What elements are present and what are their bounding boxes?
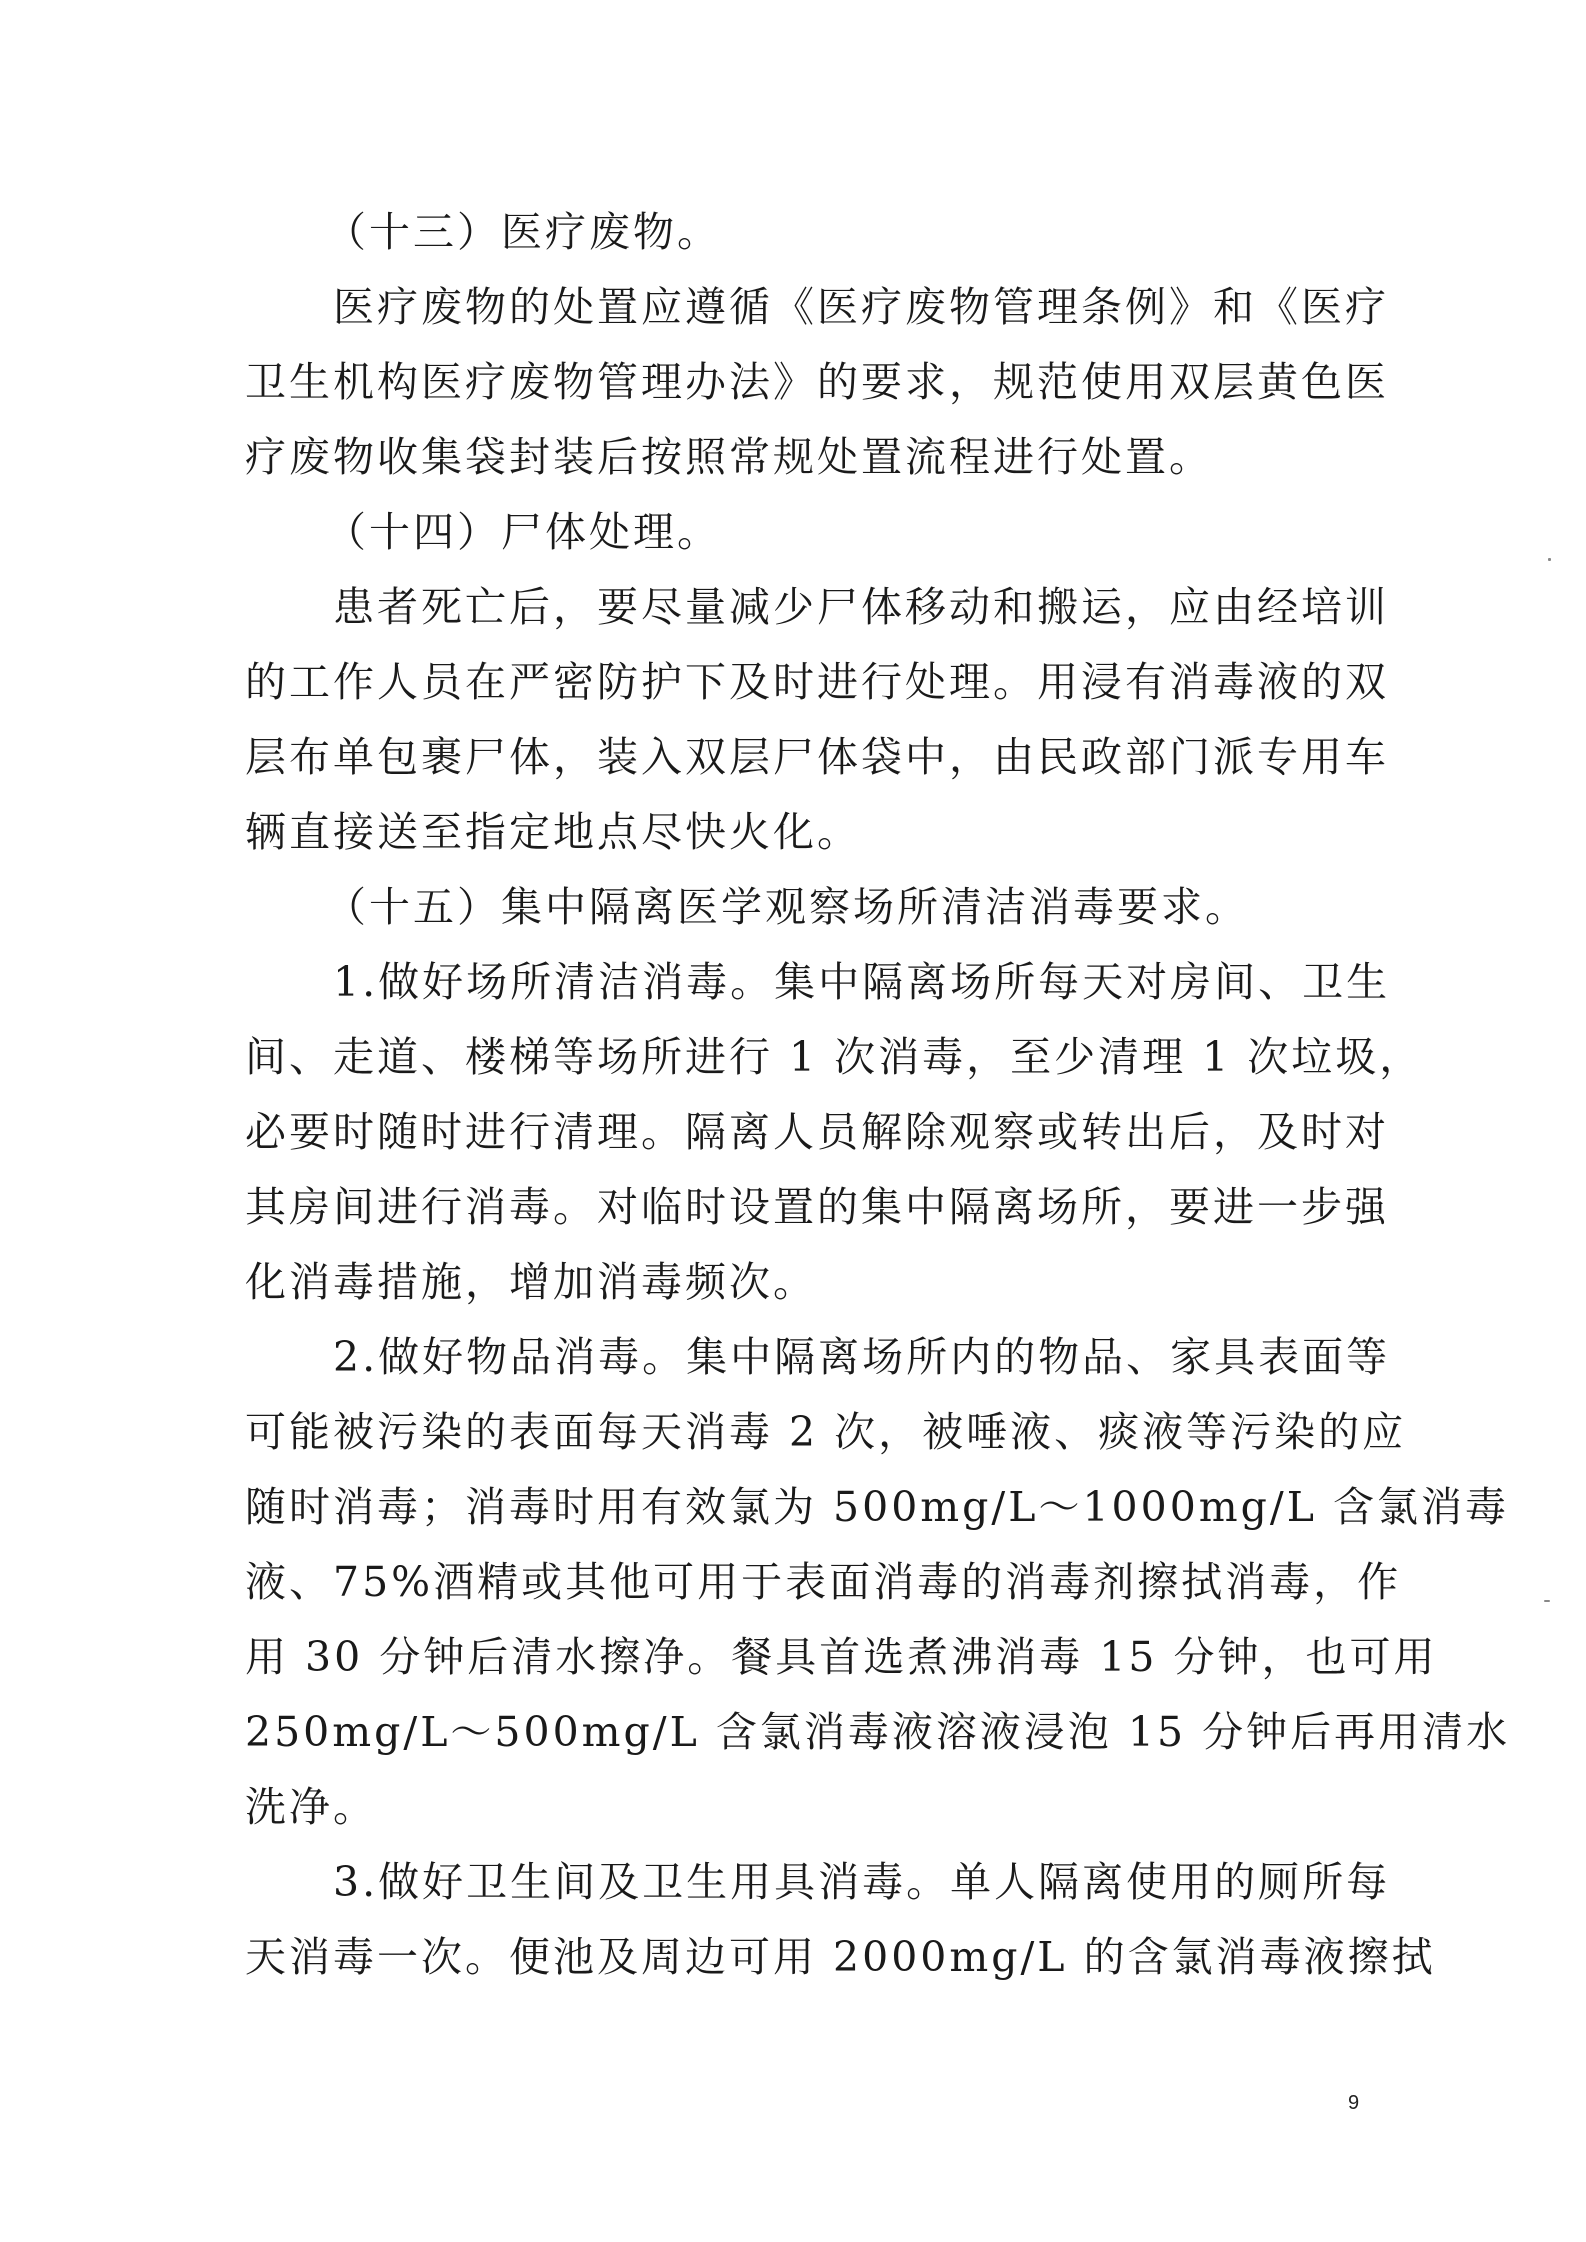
section-heading-15: （十五）集中隔离医学观察场所清洁消毒要求。 — [325, 883, 1249, 931]
list-item-2-line: 2.做好物品消毒。集中隔离场所内的物品、家具表面等 — [333, 1333, 1391, 1381]
list-item-1-line: 1.做好场所清洁消毒。集中隔离场所每天对房间、卫生 — [333, 958, 1391, 1006]
paragraph-line: 天消毒一次。便池及周边可用 2000mg/L 的含氯消毒液擦拭 — [245, 1933, 1436, 1981]
paragraph-line: 液、75%酒精或其他可用于表面消毒的消毒剂擦拭消毒，作 — [245, 1558, 1402, 1606]
paragraph-line: 用 30 分钟后清水擦净。餐具首选煮沸消毒 15 分钟，也可用 — [245, 1633, 1438, 1681]
paragraph-line: 250mg/L～500mg/L 含氯消毒液溶液浸泡 15 分钟后再用清水 — [245, 1708, 1511, 1756]
paragraph-line: 医疗废物的处置应遵循《医疗废物管理条例》和《医疗 — [333, 283, 1389, 331]
scan-speck — [1544, 1600, 1550, 1602]
paragraph-line: 化消毒措施，增加消毒频次。 — [245, 1258, 817, 1306]
paragraph-line: 洗净。 — [245, 1783, 377, 1831]
paragraph-line: 随时消毒；消毒时用有效氯为 500mg/L～1000mg/L 含氯消毒 — [245, 1483, 1509, 1531]
paragraph-line: 的工作人员在严密防护下及时进行处理。用浸有消毒液的双 — [245, 658, 1389, 706]
section-heading-13: （十三）医疗废物。 — [325, 208, 721, 256]
paragraph-line: 可能被污染的表面每天消毒 2 次，被唾液、痰液等污染的应 — [245, 1408, 1407, 1456]
paragraph-line: 间、走道、楼梯等场所进行 1 次消毒，至少清理 1 次垃圾， — [245, 1033, 1424, 1081]
paragraph-line: 患者死亡后，要尽量减少尸体移动和搬运，应由经培训 — [333, 583, 1389, 631]
document-body — [245, 195, 1511, 1995]
paragraph-line: 层布单包裹尸体，装入双层尸体袋中，由民政部门派专用车 — [245, 733, 1389, 781]
paragraph-line: 疗废物收集袋封装后按照常规处置流程进行处置。 — [245, 433, 1213, 481]
paragraph-line: 卫生机构医疗废物管理办法》的要求，规范使用双层黄色医 — [245, 358, 1389, 406]
page-number: 9 — [1348, 2092, 1360, 2114]
section-heading-14: （十四）尸体处理。 — [325, 508, 721, 556]
list-item-3-line: 3.做好卫生间及卫生用具消毒。单人隔离使用的厕所每 — [333, 1858, 1391, 1906]
paragraph-line: 辆直接送至指定地点尽快火化。 — [245, 808, 861, 856]
paragraph-line: 必要时随时进行清理。隔离人员解除观察或转出后，及时对 — [245, 1108, 1389, 1156]
paragraph-line: 其房间进行消毒。对临时设置的集中隔离场所，要进一步强 — [245, 1183, 1389, 1231]
scan-speck — [1548, 558, 1551, 561]
